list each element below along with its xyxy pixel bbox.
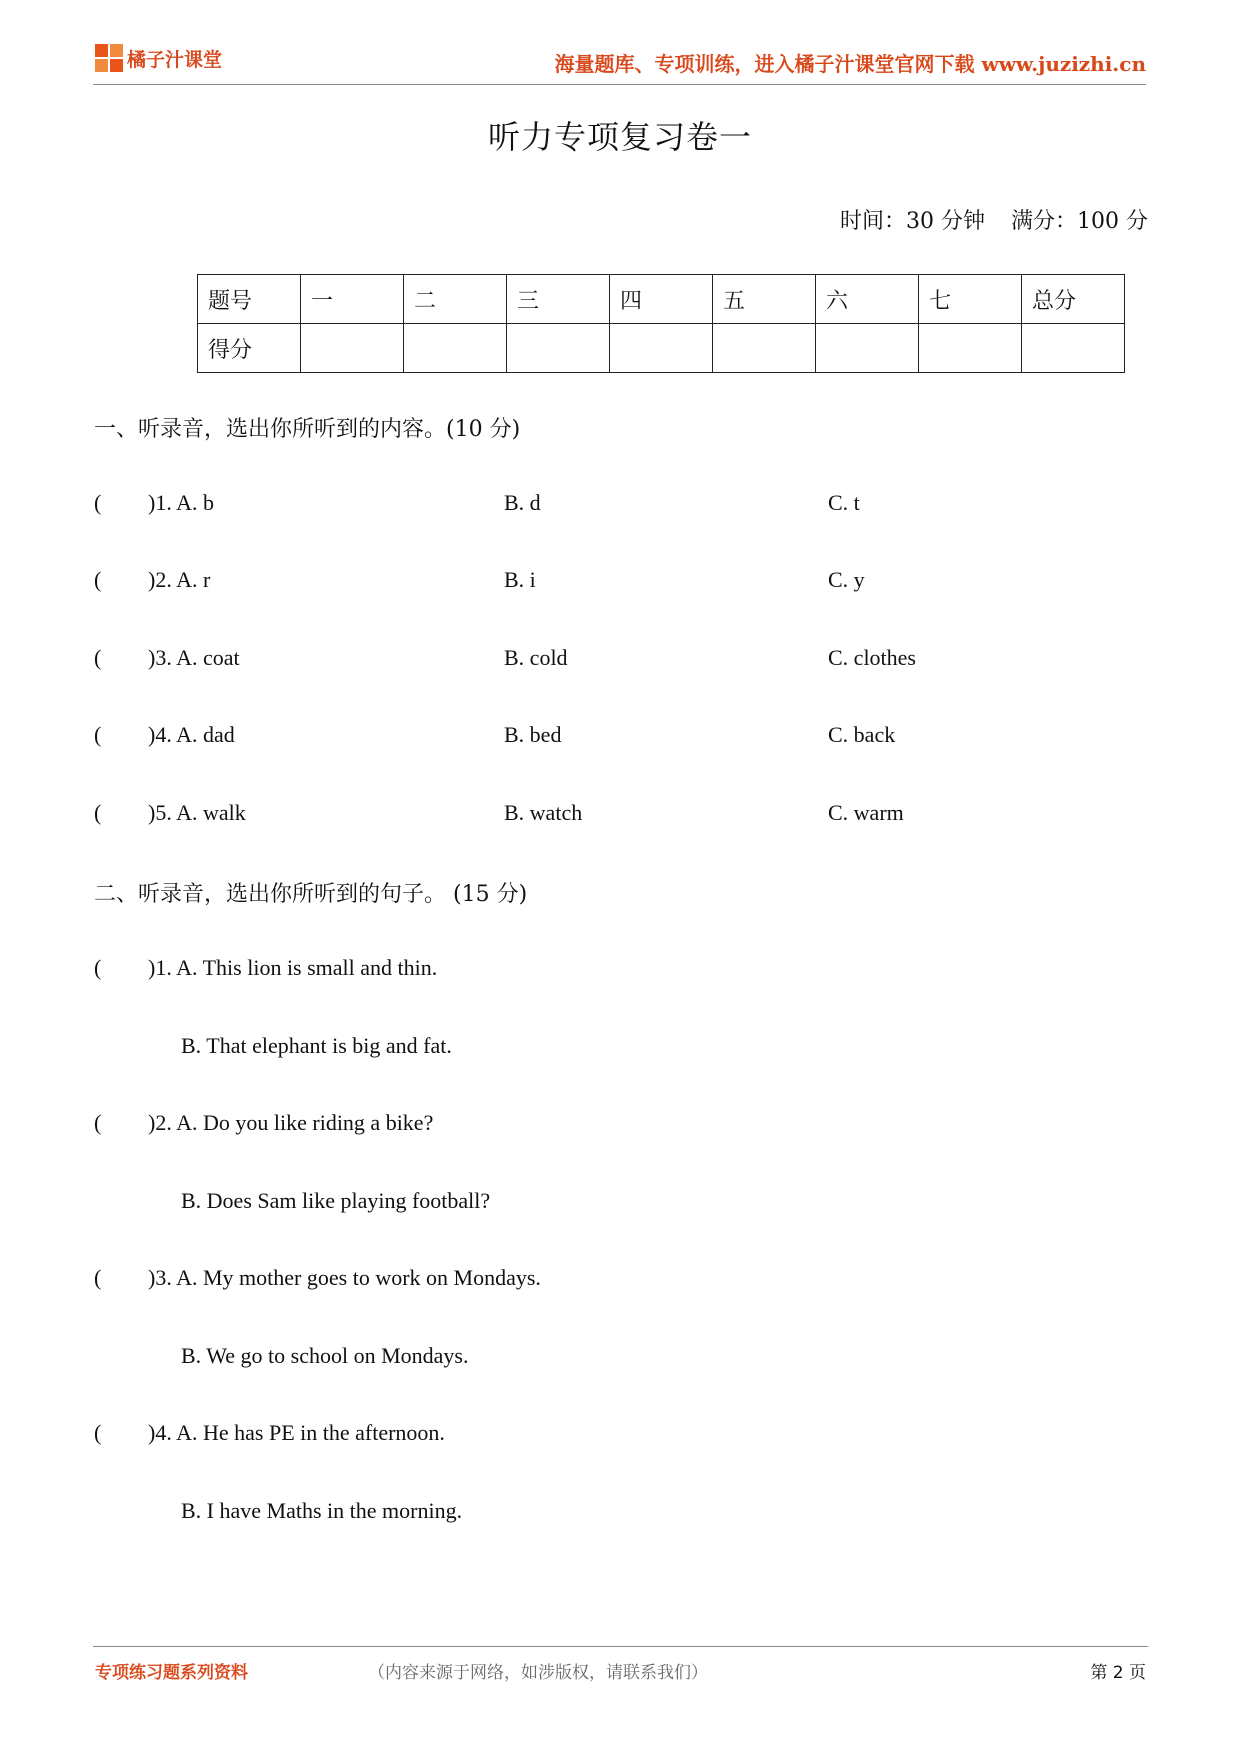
option-b: B. d bbox=[504, 490, 541, 515]
score-cell: 四 bbox=[610, 275, 713, 324]
footer-series-label: 专项练习题系列资料 bbox=[95, 1663, 248, 1683]
score-cell: 得分 bbox=[198, 324, 301, 373]
footer-divider bbox=[93, 1646, 1148, 1647]
section-2-question bbox=[94, 1110, 1154, 1140]
score-cell: 三 bbox=[507, 275, 610, 324]
option-c: C. t bbox=[828, 490, 860, 515]
option-a: )5. A. walk bbox=[148, 800, 246, 825]
answer-blank[interactable]: ( bbox=[94, 490, 102, 515]
score-input-cell[interactable] bbox=[404, 324, 507, 373]
answer-blank[interactable]: ( bbox=[94, 645, 102, 670]
option-b: B. Does Sam like playing football? bbox=[181, 1188, 491, 1213]
score-table-score-row bbox=[198, 324, 1125, 373]
score-input-cell[interactable] bbox=[713, 324, 816, 373]
brand-logo bbox=[95, 44, 222, 72]
option-a: )4. A. He has PE in the afternoon. bbox=[148, 1420, 445, 1445]
score-cell: 五 bbox=[713, 275, 816, 324]
score-cell: 六 bbox=[816, 275, 919, 324]
exam-meta bbox=[814, 204, 1148, 235]
option-a: )3. A. coat bbox=[148, 645, 240, 670]
option-a: )2. A. r bbox=[148, 567, 211, 592]
page-number: 第 2 页 bbox=[1090, 1663, 1146, 1683]
option-c: C. clothes bbox=[828, 645, 916, 670]
section-1-question bbox=[94, 645, 1154, 675]
section-1-question bbox=[94, 800, 1154, 830]
score-cell: 七 bbox=[919, 275, 1022, 324]
option-c: C. y bbox=[828, 567, 865, 592]
answer-blank[interactable]: ( bbox=[94, 800, 102, 825]
answer-blank[interactable]: ( bbox=[94, 567, 102, 592]
option-b: B. watch bbox=[504, 800, 583, 825]
score-cell: 总分 bbox=[1022, 275, 1125, 324]
score-input-cell[interactable] bbox=[816, 324, 919, 373]
page-title: 听力专项复习卷一 bbox=[487, 118, 752, 156]
option-b: B. That elephant is big and fat. bbox=[181, 1033, 452, 1058]
answer-blank[interactable]: ( bbox=[94, 955, 102, 980]
option-a: )2. A. Do you like riding a bike? bbox=[148, 1110, 434, 1135]
option-b: B. cold bbox=[504, 645, 568, 670]
section-1-heading: 一、听录音，选出你所听到的内容。(10 分) bbox=[94, 417, 521, 442]
answer-blank[interactable]: ( bbox=[94, 1265, 102, 1290]
score-input-cell[interactable] bbox=[1022, 324, 1125, 373]
section-2-question bbox=[94, 1265, 1154, 1295]
section-2-heading: 二、听录音，选出你所听到的句子。 (15 分) bbox=[94, 882, 528, 907]
option-a: )3. A. My mother goes to work on Mondays. bbox=[148, 1265, 541, 1290]
option-b: B. i bbox=[504, 567, 536, 592]
score-table bbox=[197, 274, 1125, 373]
option-c: C. back bbox=[828, 722, 896, 747]
score-table-header-row bbox=[198, 275, 1125, 324]
option-a: )1. A. This lion is small and thin. bbox=[148, 955, 438, 980]
footer-copyright-note: （内容来源于网络，如涉版权，请联系我们） bbox=[368, 1663, 708, 1683]
header-slogan: 海量题库、专项训练，进入橘子汁课堂官网下载 www.juzizhi.cn bbox=[554, 52, 1146, 76]
section-1-question bbox=[94, 490, 1154, 520]
option-c: C. warm bbox=[828, 800, 904, 825]
score-input-cell[interactable] bbox=[301, 324, 404, 373]
option-b: B. I have Maths in the morning. bbox=[181, 1498, 463, 1523]
option-a: )4. A. dad bbox=[148, 722, 235, 747]
score-cell: 二 bbox=[404, 275, 507, 324]
option-b: B. We go to school on Mondays. bbox=[181, 1343, 469, 1368]
section-2-question bbox=[94, 1420, 1154, 1450]
header-divider bbox=[93, 84, 1146, 85]
option-b: B. bed bbox=[504, 722, 562, 747]
score-cell: 题号 bbox=[198, 275, 301, 324]
answer-blank[interactable]: ( bbox=[94, 1420, 102, 1445]
score-input-cell[interactable] bbox=[919, 324, 1022, 373]
logo-text: 橘子汁课堂 bbox=[127, 48, 223, 71]
full-score: 满分：100 分 bbox=[1011, 209, 1148, 234]
logo-icon bbox=[95, 44, 123, 72]
score-input-cell[interactable] bbox=[507, 324, 610, 373]
time-limit: 时间：30 分钟 bbox=[840, 209, 985, 234]
answer-blank[interactable]: ( bbox=[94, 1110, 102, 1135]
answer-blank[interactable]: ( bbox=[94, 722, 102, 747]
score-cell: 一 bbox=[301, 275, 404, 324]
section-1-question bbox=[94, 722, 1154, 752]
score-input-cell[interactable] bbox=[610, 324, 713, 373]
option-a: )1. A. b bbox=[148, 490, 214, 515]
section-2-question bbox=[94, 955, 1154, 985]
section-1-question bbox=[94, 567, 1154, 597]
